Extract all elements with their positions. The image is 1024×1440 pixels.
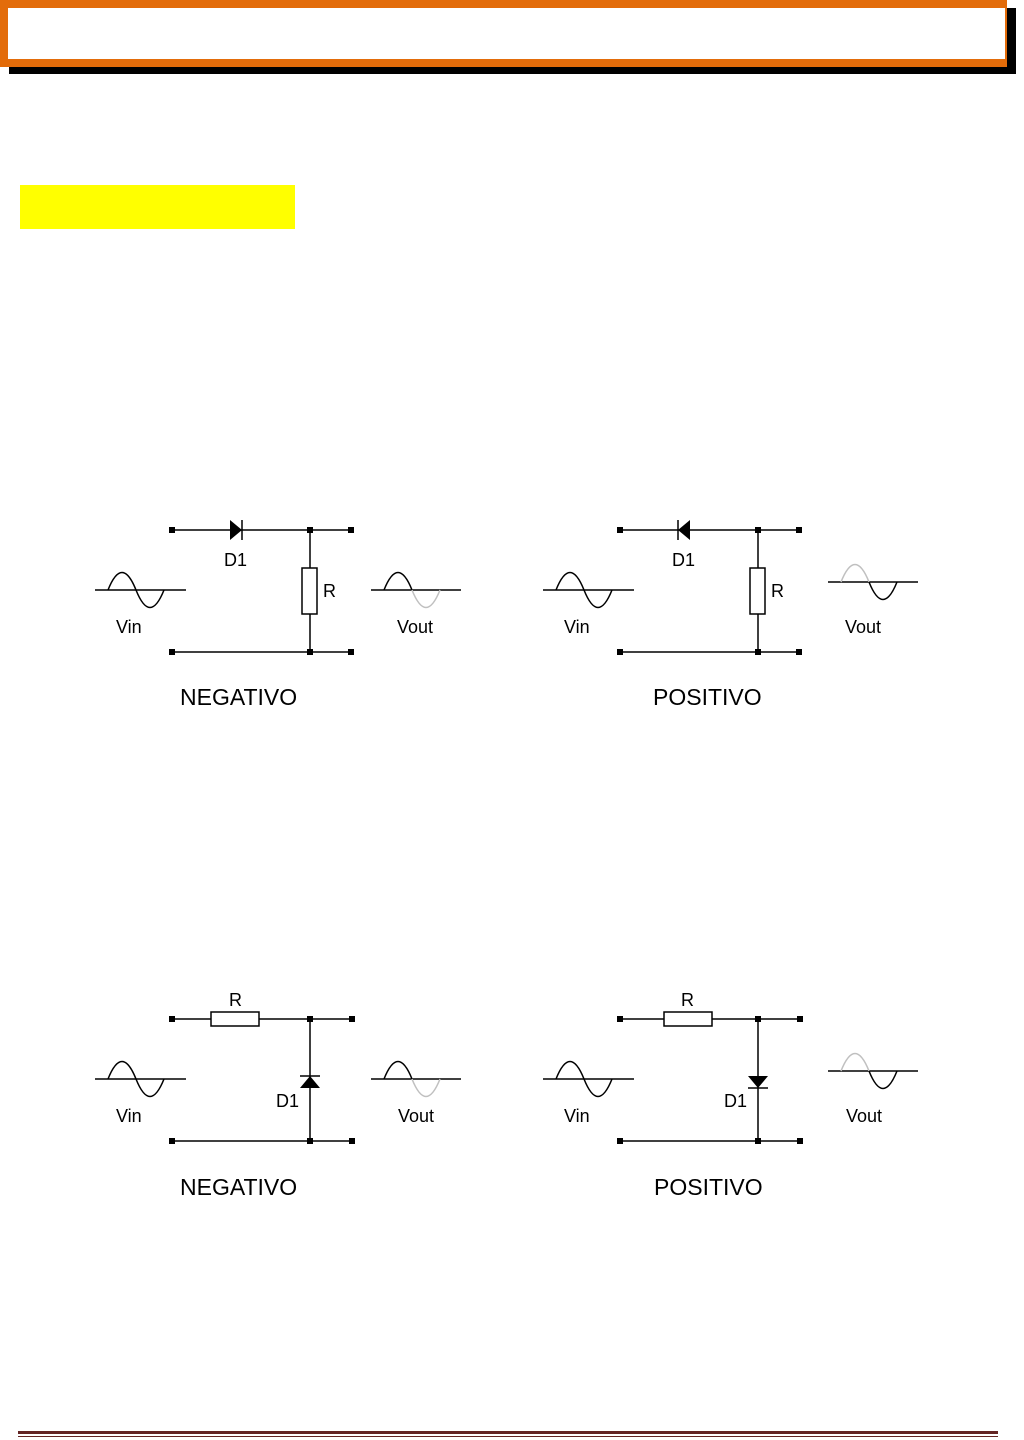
diode-label: D1: [224, 550, 248, 570]
resistor-label: R: [771, 581, 784, 601]
resistor-label: R: [323, 581, 336, 601]
resistor-symbol: [750, 568, 765, 614]
output-wave-clipped: [412, 1079, 440, 1097]
diode-label: D1: [672, 550, 696, 570]
input-label: Vin: [116, 1106, 142, 1126]
input-label: Vin: [564, 1106, 590, 1126]
diode-symbol: [748, 1076, 768, 1088]
resistor-symbol: [664, 1012, 712, 1026]
caption-positivo: POSITIVO: [653, 684, 762, 710]
resistor-symbol: [302, 568, 317, 614]
output-label: Vout: [397, 617, 434, 637]
junction-dot: [307, 527, 313, 533]
junction-dot: [307, 649, 313, 655]
output-label: Vout: [845, 617, 882, 637]
caption-negativo: NEGATIVO: [180, 1174, 298, 1200]
output-wave-kept: [869, 582, 897, 600]
input-label: Vin: [116, 617, 142, 637]
output-wave-clipped: [412, 590, 440, 608]
diode-label: D1: [724, 1091, 748, 1111]
terminal-dot: [169, 527, 175, 533]
output-wave-kept: [384, 1062, 412, 1080]
output-wave-kept: [869, 1071, 897, 1089]
output-label: Vout: [846, 1106, 883, 1126]
diode-symbol: [300, 1076, 320, 1088]
footer-rule: [18, 1431, 998, 1434]
resistor-symbol: [211, 1012, 259, 1026]
terminal-dot: [348, 649, 354, 655]
output-wave-kept: [384, 573, 412, 591]
caption-negativo: NEGATIVO: [180, 684, 298, 710]
diode-label: D1: [276, 1091, 300, 1111]
diode-symbol: [678, 520, 690, 540]
resistor-label: R: [229, 990, 242, 1010]
output-wave-clipped: [841, 565, 869, 583]
input-label: Vin: [564, 617, 590, 637]
output-wave-clipped: [841, 1054, 869, 1072]
footer-rule-thin: [18, 1436, 998, 1437]
caption-positivo: POSITIVO: [654, 1174, 763, 1200]
resistor-label: R: [681, 990, 694, 1010]
terminal-dot: [169, 649, 175, 655]
diode-symbol: [230, 520, 242, 540]
output-label: Vout: [398, 1106, 435, 1126]
terminal-dot: [348, 527, 354, 533]
